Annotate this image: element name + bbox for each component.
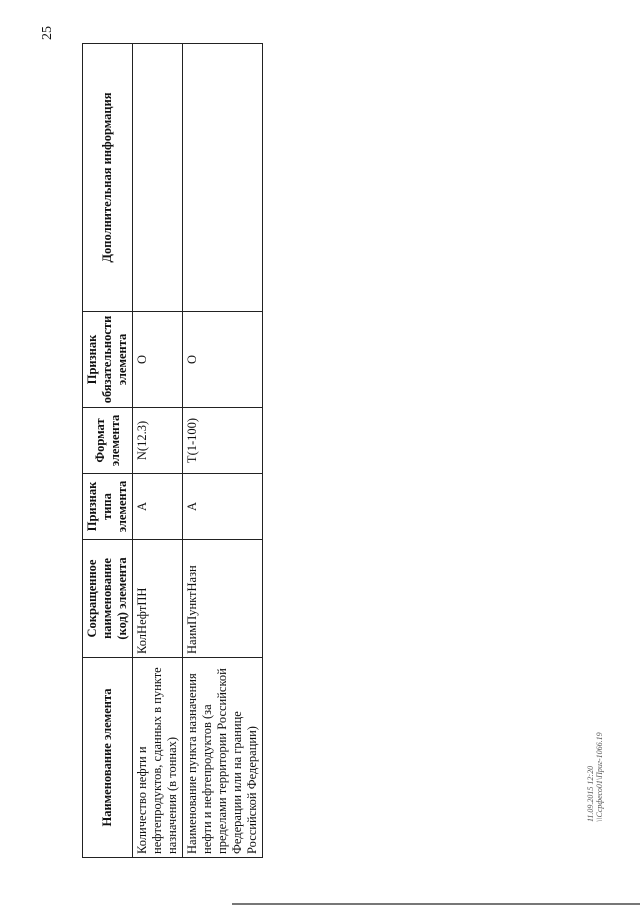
footer-date: 11.09.2015 12:20 bbox=[586, 765, 595, 822]
header-element-format: Формат элемента bbox=[83, 408, 133, 474]
cell-element-code: КолНефтПН bbox=[133, 540, 183, 658]
cell-element-format: N(12.3) bbox=[133, 408, 183, 474]
table-row bbox=[133, 44, 183, 858]
table-header-row bbox=[83, 44, 133, 858]
elements-table bbox=[82, 43, 263, 858]
footer-path: \\Ссрфесо01\Приг-1066.19 bbox=[595, 732, 604, 822]
header-element-code: Сокращенное наименование (код) элемента bbox=[83, 540, 133, 658]
header-additional-info: Дополнительная информация bbox=[83, 44, 133, 312]
cell-element-name: Наименование пункта назначения нефти и нефтепродуктов (за пределами территории Российской Федерации или на границе Российской Федерации) bbox=[183, 658, 263, 858]
header-element-name: Наименование элемента bbox=[83, 658, 133, 858]
cell-element-required: О bbox=[183, 312, 263, 408]
cell-element-type: А bbox=[133, 474, 183, 540]
footer-stamp bbox=[586, 732, 604, 822]
cell-additional-info bbox=[133, 44, 183, 312]
page-number: 25 bbox=[40, 26, 55, 40]
header-element-type: Признак типа элемента bbox=[83, 474, 133, 540]
cell-additional-info bbox=[183, 44, 263, 312]
header-element-required: Признак обязательности элемента bbox=[83, 312, 133, 408]
cell-element-required: О bbox=[133, 312, 183, 408]
cell-element-type: А bbox=[183, 474, 263, 540]
cell-element-format: Т(1-100) bbox=[183, 408, 263, 474]
cell-element-name: Количество нефти и нефтепродуктов, сданных в пункте назначения (в тоннах) bbox=[133, 658, 183, 858]
table-row bbox=[183, 44, 263, 858]
cell-element-code: НаимПунктНазн bbox=[183, 540, 263, 658]
